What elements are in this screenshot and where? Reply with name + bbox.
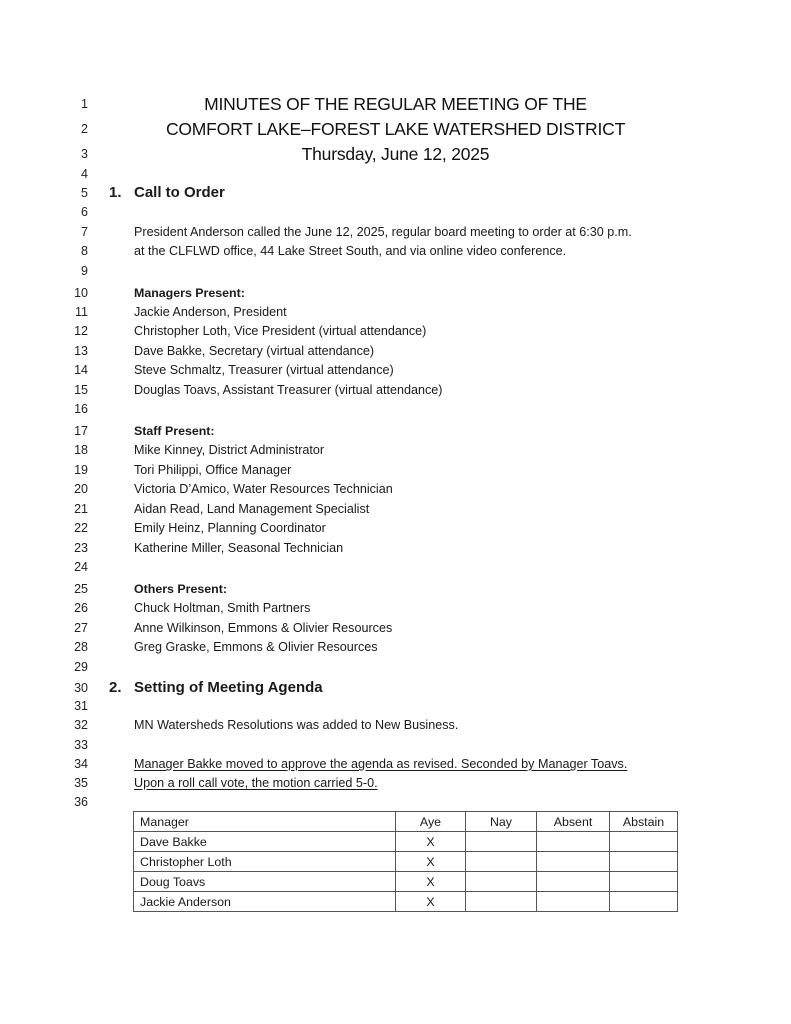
line-number: 26 (74, 601, 88, 615)
attendee: Dave Bakke, Secretary (virtual attendance) (134, 344, 375, 358)
attendee: Douglas Toavs, Assistant Treasurer (virtual attendance) (134, 383, 443, 397)
line-number: 17 (74, 424, 88, 438)
vote-aye: X (396, 852, 466, 872)
motion-text: Manager Bakke moved to approve the agenda as revised. Seconded by Manager Toavs. (134, 757, 628, 771)
manager-name: Jackie Anderson (134, 892, 396, 912)
line-number: 34 (74, 757, 88, 771)
column-header-abstain: Abstain (610, 812, 678, 832)
vote-absent (537, 852, 610, 872)
line-number: 6 (81, 205, 88, 219)
roll-call-vote-table (133, 811, 678, 912)
section-number: 1. (109, 184, 122, 201)
line-number: 25 (74, 582, 88, 596)
staff-present-label: Staff Present: (134, 424, 215, 438)
vote-nay (466, 832, 537, 852)
line-number: 33 (74, 738, 88, 752)
attendee: Mike Kinney, District Administrator (134, 443, 325, 457)
motion-text: Upon a roll call vote, the motion carried 5-0. (134, 776, 378, 790)
section-number: 2. (109, 679, 122, 696)
paragraph-line: at the CLFLWD office, 44 Lake Street South, and via online video conference. (134, 244, 567, 258)
line-number: 7 (81, 225, 88, 239)
vote-absent (537, 832, 610, 852)
line-number: 35 (74, 776, 88, 790)
vote-absent (537, 892, 610, 912)
vote-nay (466, 852, 537, 872)
line-number: 13 (74, 344, 88, 358)
table-row (134, 892, 678, 912)
line-number: 5 (81, 186, 88, 200)
line-number: 29 (74, 660, 88, 674)
column-header-nay: Nay (466, 812, 537, 832)
agenda-note: MN Watersheds Resolutions was added to New Business. (134, 718, 459, 732)
line-number: 36 (74, 795, 88, 809)
line-number: 20 (74, 482, 88, 496)
line-number: 16 (74, 402, 88, 416)
others-present-label: Others Present: (134, 582, 227, 596)
vote-aye: X (396, 872, 466, 892)
line-number: 28 (74, 640, 88, 654)
table-row (134, 852, 678, 872)
attendee: Katherine Miller, Seasonal Technician (134, 541, 344, 555)
column-header-absent: Absent (537, 812, 610, 832)
line-number: 10 (74, 286, 88, 300)
organization-name: COMFORT LAKE–FOREST LAKE WATERSHED DISTRICT (165, 119, 626, 139)
line-number: 14 (74, 363, 88, 377)
vote-abstain (610, 852, 678, 872)
vote-abstain (610, 892, 678, 912)
meeting-date: Thursday, June 12, 2025 (301, 144, 490, 164)
line-number: 2 (81, 122, 88, 136)
manager-name: Christopher Loth (134, 852, 396, 872)
line-number: 3 (81, 147, 88, 161)
line-number: 12 (74, 324, 88, 338)
vote-nay (466, 892, 537, 912)
attendee: Victoria D’Amico, Water Resources Technician (134, 482, 393, 496)
line-number: 32 (74, 718, 88, 732)
line-number: 4 (81, 167, 88, 181)
line-number: 31 (74, 699, 88, 713)
line-number: 1 (81, 97, 88, 111)
attendee: Tori Philippi, Office Manager (134, 463, 292, 477)
vote-aye: X (396, 832, 466, 852)
line-number: 22 (74, 521, 88, 535)
attendee: Christopher Loth, Vice President (virtual attendance) (134, 324, 427, 338)
line-number: 9 (81, 264, 88, 278)
section-heading: Call to Order (134, 184, 225, 201)
column-header-aye: Aye (396, 812, 466, 832)
line-number: 24 (74, 560, 88, 574)
line-number: 18 (74, 443, 88, 457)
attendee: Greg Graske, Emmons & Olivier Resources (134, 640, 378, 654)
vote-abstain (610, 872, 678, 892)
line-number: 23 (74, 541, 88, 555)
table-header-row (134, 812, 678, 832)
table-row (134, 872, 678, 892)
line-number: 15 (74, 383, 88, 397)
section-heading: Setting of Meeting Agenda (134, 679, 323, 696)
table-row (134, 832, 678, 852)
line-number: 11 (75, 305, 88, 319)
attendee: Jackie Anderson, President (134, 305, 287, 319)
column-header-manager: Manager (134, 812, 396, 832)
line-number: 30 (74, 681, 88, 695)
line-number: 19 (74, 463, 88, 477)
document-title: MINUTES OF THE REGULAR MEETING OF THE (204, 94, 587, 114)
attendee: Steve Schmaltz, Treasurer (virtual attendance) (134, 363, 394, 377)
manager-name: Dave Bakke (134, 832, 396, 852)
managers-present-label: Managers Present: (134, 286, 245, 300)
line-number: 27 (74, 621, 88, 635)
attendee: Chuck Holtman, Smith Partners (134, 601, 311, 615)
attendee: Emily Heinz, Planning Coordinator (134, 521, 326, 535)
vote-abstain (610, 832, 678, 852)
attendee: Aidan Read, Land Management Specialist (134, 502, 370, 516)
vote-nay (466, 872, 537, 892)
line-number: 8 (81, 244, 88, 258)
paragraph-line: President Anderson called the June 12, 2025, regular board meeting to order at 6:30 p.m. (134, 225, 632, 239)
vote-absent (537, 872, 610, 892)
manager-name: Doug Toavs (134, 872, 396, 892)
attendee: Anne Wilkinson, Emmons & Olivier Resources (134, 621, 393, 635)
line-number: 21 (74, 502, 88, 516)
vote-aye: X (396, 892, 466, 912)
